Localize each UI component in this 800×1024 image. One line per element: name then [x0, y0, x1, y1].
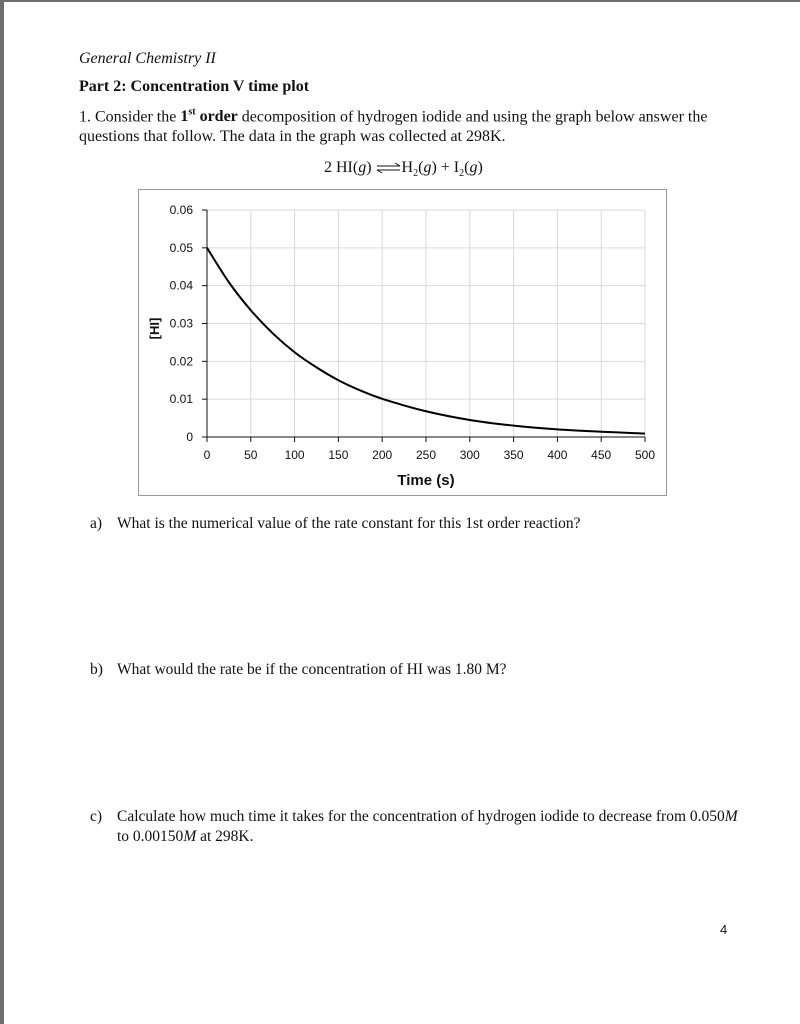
question-a	[90, 514, 740, 534]
concentration-time-chart	[138, 189, 667, 496]
document-page	[4, 2, 800, 1024]
eq-state-2: g	[423, 159, 432, 176]
eq-reactant: 2 HI(	[324, 159, 359, 176]
question-c-text-b: to 0.00150	[117, 828, 184, 845]
x-tick-label: 250	[415, 448, 437, 462]
question-b	[90, 660, 740, 680]
y-tick-label: 0	[186, 430, 193, 444]
chart-grid	[207, 210, 645, 437]
x-tick-label: 400	[547, 448, 568, 462]
question-number: 1.	[79, 108, 91, 126]
chart-labels	[147, 203, 655, 489]
y-axis-title: [HI]	[147, 317, 162, 340]
x-tick-label: 200	[372, 448, 393, 462]
eq-close-3: )	[477, 159, 483, 176]
x-tick-label: 100	[284, 448, 305, 462]
y-tick-label: 0.02	[169, 354, 193, 369]
question-c-unit-1: M	[724, 808, 738, 825]
y-tick-label: 0.04	[169, 278, 193, 293]
intro-text-end: decomposition of hydrogen iodide and using the graph below answer the questions that follow. The data in the graph was collected at 298K.	[79, 108, 708, 146]
order-emphasis	[180, 108, 237, 125]
y-tick-label: 0.03	[169, 316, 193, 331]
part-title: Part 2: Concentration V time plot	[79, 78, 310, 95]
ordinal-number: 1	[180, 108, 189, 126]
question-c-letter: c)	[90, 808, 103, 825]
x-tick-label: 350	[503, 448, 524, 462]
eq-open-2: (	[418, 159, 424, 176]
y-tick-label: 0.01	[169, 392, 193, 407]
x-tick-label: 150	[328, 448, 349, 462]
chart-axes	[202, 210, 645, 442]
x-tick-label: 300	[459, 448, 480, 462]
intro-text-start: Consider the	[95, 108, 181, 126]
order-word: order	[195, 108, 238, 126]
eq-close-1: )	[366, 159, 372, 176]
chart-svg	[139, 190, 666, 495]
question-intro	[79, 103, 729, 147]
course-title: General Chemistry II	[79, 50, 216, 67]
reaction-equation	[324, 159, 483, 179]
question-a-letter: a)	[90, 515, 103, 532]
question-b-letter: b)	[90, 661, 103, 678]
eq-open-3: (	[464, 159, 470, 176]
eq-state-3: g	[469, 159, 478, 176]
eq-plus-i: ) + I	[431, 159, 460, 176]
x-tick-label: 500	[634, 448, 656, 462]
eq-i-sub: 2	[459, 168, 465, 180]
x-axis-title: Time (s)	[397, 472, 455, 489]
question-c-unit-2: M	[183, 828, 197, 845]
y-tick-label: 0.05	[169, 240, 193, 255]
question-c-text-a: Calculate how much time it takes for the concentration of hydrogen iodide to decrease from 0.050	[117, 808, 725, 825]
eq-state-1: g	[358, 159, 367, 176]
question-c-text-c: at 298K.	[196, 828, 254, 845]
question-b-text: What would the rate be if the concentration of HI was 1.80 M?	[117, 661, 507, 678]
page-number: 4	[720, 922, 728, 937]
equilibrium-arrow-icon	[376, 162, 402, 174]
question-a-text: What is the numerical value of the rate constant for this 1st order reaction?	[117, 515, 581, 532]
x-tick-label: 0	[203, 448, 211, 462]
ordinal-suffix: st	[188, 107, 196, 118]
question-c-text	[117, 807, 740, 847]
x-tick-label: 450	[591, 448, 612, 462]
question-c	[90, 807, 740, 847]
y-tick-label: 0.06	[169, 203, 193, 217]
eq-h: H	[401, 159, 414, 176]
x-tick-label: 50	[244, 448, 258, 462]
eq-h-sub: 2	[413, 168, 419, 180]
